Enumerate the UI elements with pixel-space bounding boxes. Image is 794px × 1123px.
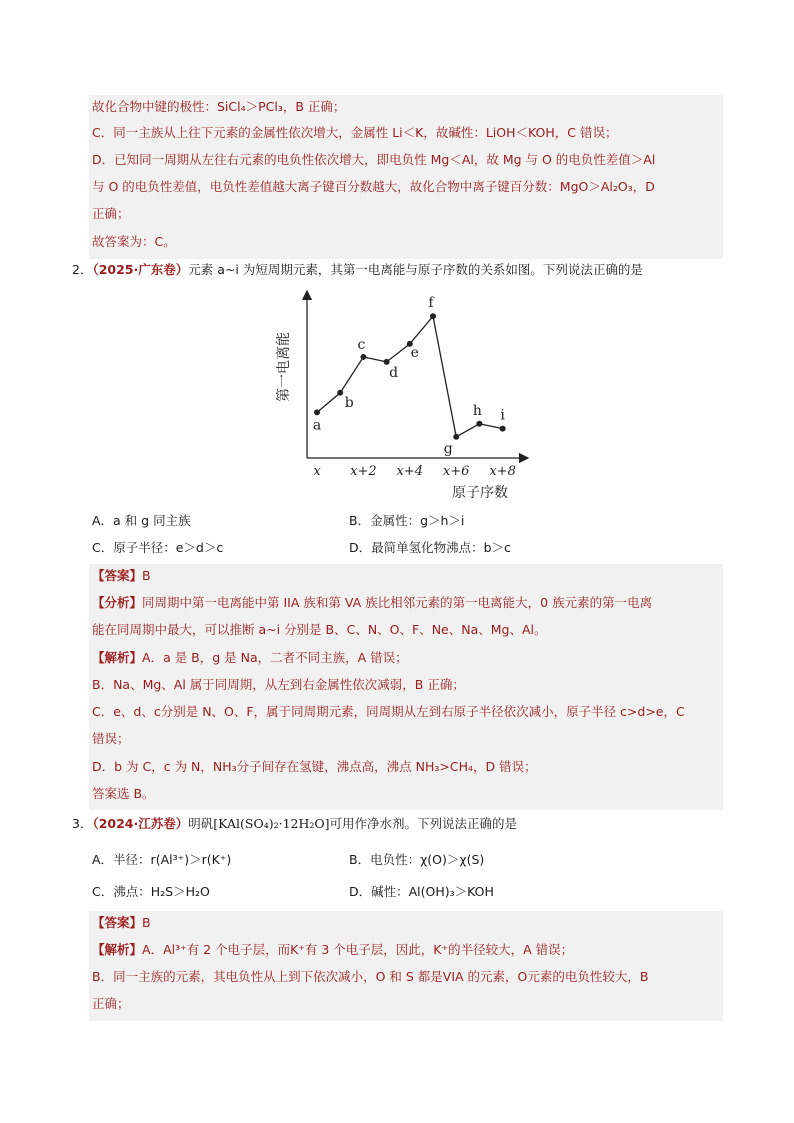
q3-explain-1 bbox=[92, 941, 573, 959]
q3-stem-pre: 明矾 bbox=[188, 816, 214, 831]
ionization-chart bbox=[250, 285, 540, 505]
point-label-e: e bbox=[410, 344, 419, 361]
q2-explain-6: 答案选 B。 bbox=[92, 786, 155, 801]
q3-source-close: ） bbox=[175, 816, 189, 831]
q2-stem-text: 元素 a~i 为短周期元素，其第一电离能与原子序数的关系如图。下列说法正确的是 bbox=[188, 262, 643, 277]
q3-answer-tag: 【答案】 bbox=[92, 915, 143, 930]
data-point-g bbox=[453, 434, 459, 440]
x-tick-label: x bbox=[313, 464, 321, 479]
q3-explain-text-1: A．Al³⁺有 2 个电子层，而K⁺有 3 个电子层，因此，K⁺的半径较大，A 错误； bbox=[142, 942, 574, 957]
data-point-a bbox=[314, 409, 320, 415]
q2-analysis-text-1: 同周期中第一电离能中第 IIA 族和第 VA 族比相邻元素的第一电离能大，0 族元素的第一电离 bbox=[142, 595, 653, 610]
x-tick-label: x+8 bbox=[489, 464, 516, 479]
q2-option-a: A．a 和 g 同主族 bbox=[92, 513, 191, 528]
q3-stem-post: 可用作净水剂。下列说法正确的是 bbox=[329, 816, 518, 831]
q2-option-b: B．金属性：g＞h＞i bbox=[349, 513, 465, 528]
y-axis-label: 第一电离能 bbox=[276, 332, 292, 402]
data-point-h bbox=[476, 421, 482, 427]
q3-option-b: B．电负性：χ(O)＞χ(S) bbox=[349, 852, 485, 867]
q2-answer bbox=[92, 567, 151, 585]
point-label-b: b bbox=[344, 394, 354, 411]
b1-line4: 与 O 的电负性差值，电负性差值越大离子键百分数越大，故化合物中离子键百分数：MgO＞Al₂O₃，D bbox=[92, 179, 655, 194]
q2-explain-1 bbox=[92, 649, 408, 667]
b1-line1: 故化合物中键的极性：SiCl₄＞PCl₃，B 正确； bbox=[92, 99, 346, 114]
q2-source: 2025·广东卷 bbox=[98, 262, 176, 277]
q3-number: 3． bbox=[72, 816, 93, 831]
point-label-h: h bbox=[472, 402, 482, 419]
x-tick-label: x+2 bbox=[350, 464, 377, 479]
point-label-f: f bbox=[428, 295, 434, 312]
q2-explain-2: B．Na、Mg、Al 属于同周期，从左到右金属性依次减弱，B 正确； bbox=[92, 677, 465, 692]
q2-source-close: ） bbox=[175, 262, 189, 277]
q3-answer bbox=[92, 914, 151, 932]
point-label-d: d bbox=[389, 364, 399, 381]
b1-line6: 故答案为：C。 bbox=[92, 234, 176, 249]
b1-line5: 正确； bbox=[92, 206, 130, 221]
q2-explain-tag: 【解析】 bbox=[92, 650, 143, 665]
q3-source-open: （ bbox=[92, 816, 99, 831]
x-tick-label: x+6 bbox=[442, 464, 470, 479]
data-point-b bbox=[337, 390, 343, 396]
point-label-c: c bbox=[357, 336, 366, 353]
q2-source-open: （ bbox=[92, 262, 99, 277]
q3-source: 2024·江苏卷 bbox=[98, 816, 176, 831]
q2-option-d: D．最简单氢化物沸点：b＞c bbox=[349, 540, 511, 555]
answer-block-1 bbox=[89, 95, 723, 259]
x-tick-label: x+4 bbox=[396, 464, 424, 479]
q2-analysis-2: 能在同周期中最大，可以推断 a~i 分别是 B、C、N、O、F、Ne、Na、Mg、Al。 bbox=[92, 622, 547, 637]
q2-analysis-1 bbox=[92, 594, 652, 612]
x-axis-label: 原子序数 bbox=[452, 485, 508, 501]
point-label-a: a bbox=[312, 417, 322, 434]
q3-option-d: D．碱性：Al(OH)₃＞KOH bbox=[349, 884, 494, 899]
q2-explain-3: C．e、d、c分别是 N、O、F，属于同周期元素，同周期从左到右原子半径依次减小，原子半径 c>d>e，C bbox=[92, 704, 685, 719]
q2-option-c: C．原子半径：e＞d＞c bbox=[92, 540, 224, 555]
data-point-i bbox=[500, 426, 506, 432]
q3-explain-2: B．同一主族的元素，其电负性从上到下依次减小，O 和 S 都是VIA 的元素，O元素的电负性较大，B bbox=[92, 969, 649, 984]
q3-explain-tag: 【解析】 bbox=[92, 942, 143, 957]
q2-number: 2． bbox=[72, 262, 93, 277]
q2-answer-value: B bbox=[142, 568, 151, 583]
q3-option-a: A．半径：r(Al³⁺)＞r(K⁺) bbox=[92, 852, 232, 867]
b1-line3: D．已知同一周期从左往右元素的电负性依次增大，即电负性 Mg＜Al，故 Mg 与 O 的电负性差值＞Al bbox=[92, 152, 656, 167]
data-point-c bbox=[360, 354, 366, 360]
point-label-g: g bbox=[443, 440, 453, 457]
q2-analysis-tag: 【分析】 bbox=[92, 595, 143, 610]
q2-explain-4: 错误； bbox=[92, 731, 130, 746]
q2-explain-5: D．b 为 C，c 为 N，NH₃分子间存在氢键，沸点高，沸点 NH₃>CH₄，D 错误； bbox=[92, 759, 537, 774]
q2-explain-text-1: A．a 是 B，g 是 Na，二者不同主族，A 错误； bbox=[142, 650, 408, 665]
q3-formula: [KAl(SO₄)₂·12H₂O] bbox=[213, 816, 330, 831]
q2-answer-tag: 【答案】 bbox=[92, 568, 143, 583]
b1-line2: C．同一主族从上往下元素的金属性依次增大，金属性 Li＜K，故碱性：LiOH＜KOH，C 错误； bbox=[92, 125, 618, 140]
q3-answer-value: B bbox=[142, 915, 151, 930]
q3-option-c: C．沸点：H₂S＞H₂O bbox=[92, 884, 210, 899]
point-label-i: i bbox=[500, 407, 505, 424]
q3-explain-3: 正确； bbox=[92, 996, 130, 1011]
answer-block-3 bbox=[89, 911, 723, 1021]
data-point-f bbox=[430, 313, 436, 319]
q2-stem bbox=[72, 261, 643, 279]
q3-stem bbox=[72, 815, 517, 833]
